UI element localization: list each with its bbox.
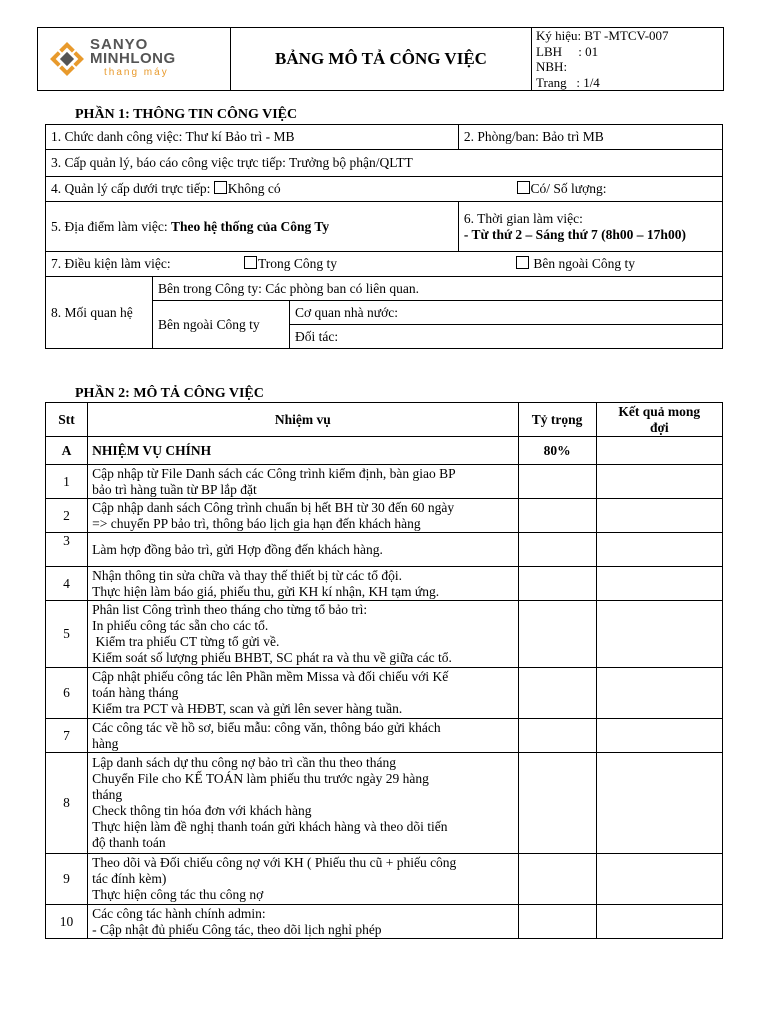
- work-time-label: 6. Thời gian làm việc:: [463, 210, 583, 226]
- checkbox-icon[interactable]: [517, 181, 530, 194]
- task-line: hàng: [92, 735, 119, 751]
- table-row: [46, 854, 723, 905]
- table-row: [46, 719, 723, 753]
- task-line: Phân list Công trình theo tháng cho từng tổ bảo trì:: [92, 602, 368, 617]
- table-row: [46, 668, 723, 719]
- group-row: [46, 437, 723, 465]
- row-result: [596, 668, 722, 719]
- row-weight: [518, 567, 596, 601]
- department-cell: 2. Phòng/ban: Bảo trì MB: [458, 125, 722, 150]
- work-time-cell: [458, 202, 722, 252]
- row-stt: 2: [46, 499, 88, 533]
- table-row: [46, 753, 723, 854]
- row-task: [88, 905, 518, 939]
- task-line: In phiếu công tác sẵn cho các tổ.: [92, 618, 269, 633]
- logo-line1: SANYO: [90, 36, 149, 53]
- col-result: Kết quả mong đợi: [596, 403, 722, 437]
- task-line: Thực hiện làm báo giá, phiếu thu, gửi KH kí nhận, KH tạm ứng.: [92, 583, 440, 599]
- workplace-value: Theo hệ thống của Công Ty: [170, 218, 330, 234]
- task-line: bảo trì hàng tuần từ BP lắp đặt: [92, 481, 257, 497]
- document-header: [37, 27, 724, 91]
- col-task: Nhiệm vụ: [88, 403, 518, 437]
- row-weight: [518, 905, 596, 939]
- row-result: [596, 465, 722, 499]
- table-row: [46, 499, 723, 533]
- row-task: [88, 753, 518, 854]
- relations-government: Cơ quan nhà nước:: [290, 301, 723, 325]
- outside-company-option: Bên ngoài Công ty: [530, 256, 635, 271]
- task-line: - Cập nhật đủ phiếu Công tác, theo dõi lịch nghỉ phép: [92, 921, 382, 937]
- row-weight: [518, 753, 596, 854]
- task-line: Kiểm tra phiếu CT từng tổ gửi về.: [92, 634, 280, 649]
- checkbox-icon[interactable]: [516, 256, 529, 269]
- document-title: BẢNG MÔ TẢ CÔNG VIỆC: [231, 28, 532, 91]
- task-line: Cập nhập danh sách Công trình chuẩn bị hết BH từ 30 đến 60 ngày: [92, 499, 455, 515]
- logo-line2: MINHLONG: [90, 50, 176, 67]
- job-info-table: [45, 124, 723, 349]
- row-weight: [518, 854, 596, 905]
- relations-label: 8. Mối quan hệ: [46, 277, 153, 349]
- job-title-cell: 1. Chức danh công việc: Thư kí Bảo trì - MB: [46, 125, 459, 150]
- row-result: [596, 533, 722, 567]
- row-task: [88, 719, 518, 753]
- task-line: Làm hợp đồng bảo trì, gửi Hợp đồng đến khách hàng.: [92, 541, 383, 557]
- group-result: [596, 437, 722, 465]
- table-row: [46, 465, 723, 499]
- col-weight: Tỷ trọng: [518, 403, 596, 437]
- workplace-cell: [46, 202, 459, 252]
- row-task: [88, 567, 518, 601]
- row-task: [88, 854, 518, 905]
- task-table: [45, 402, 723, 939]
- report-to-cell: 3. Cấp quản lý, báo cáo công việc trực tiếp: Trưởng bộ phận/QLTT: [46, 150, 723, 177]
- meta-code: Ký hiệu: BT -MTCV-007: [536, 28, 669, 43]
- row-stt: 8: [46, 753, 88, 854]
- row-result: [596, 499, 722, 533]
- table-row: [46, 905, 723, 939]
- task-line: Check thông tin hóa đơn với khách hàng: [92, 803, 312, 818]
- task-line: độ thanh toán: [92, 835, 166, 850]
- meta-page: Trang : 1/4: [536, 74, 600, 90]
- task-line: Các công tác hành chính admin:: [92, 905, 266, 921]
- task-line: Nhận thông tin sửa chữa và thay thế thiết bị từ các tổ đội.: [92, 567, 402, 583]
- row-result: [596, 905, 722, 939]
- task-line: tháng: [92, 787, 123, 802]
- row-weight: [518, 499, 596, 533]
- row-result: [596, 601, 722, 668]
- part1-heading: PHẦN 1: THÔNG TIN CÔNG VIỆC: [75, 107, 298, 122]
- row-task: [88, 668, 518, 719]
- task-line: Kiểm tra PCT và HĐBT, scan và gửi lên sever hàng tuần.: [92, 701, 403, 716]
- workplace-label: 5. Địa điểm làm việc:: [51, 218, 171, 234]
- row-result: [596, 567, 722, 601]
- logo-line3: thang máy: [104, 67, 169, 78]
- work-conditions-label: 7. Điều kiện làm việc:: [51, 256, 171, 271]
- table-row: [46, 533, 723, 567]
- subordinates-cell: [46, 177, 723, 202]
- row-weight: [518, 719, 596, 753]
- row-task: [88, 465, 518, 499]
- row-task: [88, 533, 518, 567]
- task-line: tác đính kèm): [92, 871, 167, 886]
- row-weight: [518, 668, 596, 719]
- company-logo: [38, 28, 231, 91]
- row-stt: 9: [46, 854, 88, 905]
- group-weight: 80%: [518, 437, 596, 465]
- meta-lbh: LBH : 01: [536, 43, 599, 59]
- row-weight: [518, 465, 596, 499]
- table-row: [46, 567, 723, 601]
- row-stt: 6: [46, 668, 88, 719]
- task-line: Các công tác về hồ sơ, biểu mẫu: công văn, thông báo gửi khách: [92, 719, 441, 735]
- relations-inside: Bên trong Công ty: Các phòng ban có liên quan.: [153, 277, 723, 301]
- checkbox-icon[interactable]: [214, 181, 227, 194]
- table-row: [46, 601, 723, 668]
- subordinates-count: Có/ Số lượng:: [530, 181, 607, 196]
- task-line: => chuyển PP bảo trì, thông báo lịch gia hạn đến khách hàng: [92, 515, 421, 531]
- task-line: Cập nhập từ File Danh sách các Công trình kiểm định, bàn giao BP: [92, 465, 456, 481]
- row-result: [596, 854, 722, 905]
- row-task: [88, 601, 518, 668]
- task-line: Lập danh sách dự thu công nợ bảo trì cần thu theo tháng: [92, 755, 396, 770]
- work-conditions-cell: [46, 252, 723, 277]
- subordinates-none: Không có: [227, 181, 281, 196]
- meta-nbh: NBH:: [536, 59, 568, 74]
- task-line: Cập nhật phiếu công tác lên Phần mềm Missa và đối chiếu với Kế: [92, 669, 449, 684]
- subordinates-label: 4. Quản lý cấp dưới trực tiếp:: [51, 181, 214, 196]
- task-line: Chuyển File cho KẾ TOÁN làm phiếu thu trước ngày 29 hàng: [92, 771, 429, 786]
- group-stt: A: [46, 437, 88, 465]
- work-time-value: - Từ thứ 2 – Sáng thứ 7 (8h00 – 17h00): [463, 226, 686, 242]
- checkbox-icon[interactable]: [244, 256, 257, 269]
- relations-outside-label: Bên ngoài Công ty: [153, 301, 290, 349]
- row-weight: [518, 601, 596, 668]
- row-result: [596, 719, 722, 753]
- task-line: Theo dõi và Đối chiếu công nợ với KH ( Phiếu thu cũ + phiếu công: [92, 855, 457, 870]
- task-line: toán hàng tháng: [92, 685, 179, 700]
- row-stt: 1: [46, 465, 88, 499]
- row-stt: 7: [46, 719, 88, 753]
- document-meta: [532, 28, 724, 91]
- task-line: Thực hiện công tác thu công nợ: [92, 887, 264, 902]
- row-stt: 10: [46, 905, 88, 939]
- part2-heading: PHẦN 2: MÔ TẢ CÔNG VIỆC: [75, 386, 264, 401]
- row-weight: [518, 533, 596, 567]
- row-stt: 3: [46, 533, 88, 567]
- group-task: NHIỆM VỤ CHÍNH: [88, 437, 518, 465]
- row-stt: 5: [46, 601, 88, 668]
- row-task: [88, 499, 518, 533]
- logo-diamond-icon: [50, 42, 84, 76]
- relations-partner: Đối tác:: [290, 325, 723, 349]
- col-stt: Stt: [46, 403, 88, 437]
- row-result: [596, 753, 722, 854]
- task-line: Thực hiện làm đề nghị thanh toán gửi khách hàng và theo dõi tiến: [92, 819, 448, 834]
- inside-company-option: Trong Công ty: [258, 256, 338, 271]
- task-line: Kiểm soát số lượng phiếu BHBT, SC phát ra và thu về giữa các tổ.: [92, 650, 452, 665]
- row-stt: 4: [46, 567, 88, 601]
